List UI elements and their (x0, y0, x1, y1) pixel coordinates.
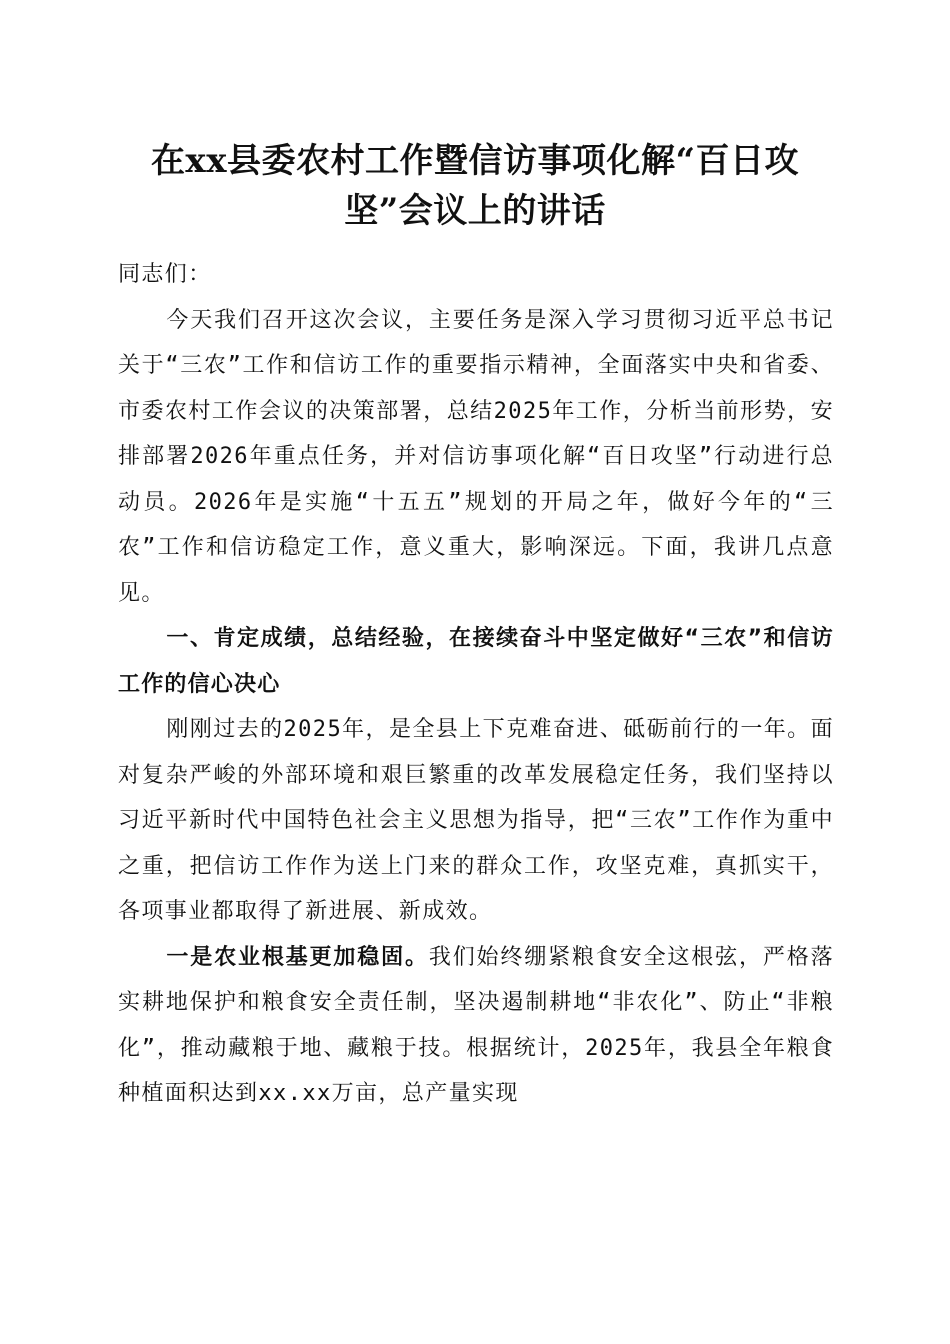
review-paragraph: 刚刚过去的2025年，是全县上下克难奋进、砥砺前行的一年。面对复杂严峻的外部环境和艰巨繁重的改革发展稳定任务，我们坚持以习近平新时代中国特色社会主义思想为指导，把“三农”工作作为重中之重，把信访工作作为送上门来的群众工作，攻坚克难，真抓实干，各项事业都取得了新进展、新成效。 (118, 717, 834, 924)
document-title: 在xx县委农村工作暨信访事项化解“百日攻坚”会议上的讲话 (150, 141, 800, 231)
point-one-paragraph (118, 935, 834, 1117)
point-one-text: 我们始终绷紧粮食安全这根弦，严格落实耕地保护和粮食安全责任制，坚决遏制耕地“非农化”、防止“非粮化”，推动藏粮于地、藏粮于技。根据统计，2025年，我县全年粮食种植面积达到xx.xx万亩，总产量实现 (118, 944, 834, 1106)
document-body (118, 252, 834, 1117)
point-one-lead: 一是农业根基更加稳固。 (166, 944, 429, 970)
section-heading-one: 一、肯定成绩，总结经验，在接续奋斗中坚定做好“三农”和信访工作的信心决心 (118, 626, 834, 697)
salutation: 同志们： (118, 262, 212, 287)
intro-paragraph: 今天我们召开这次会议，主要任务是深入学习贯彻习近平总书记关于“三农”工作和信访工作的重要指示精神，全面落实中央和省委、市委农村工作会议的决策部署，总结2025年工作，分析当前形势，安排部署2026年重点任务，并对信访事项化解“百日攻坚”行动进行总动员。2026年是实施“十五五”规划的开局之年，做好今年的“三农”工作和信访稳定工作，意义重大，影响深远。下面，我讲几点意见。 (118, 307, 834, 606)
